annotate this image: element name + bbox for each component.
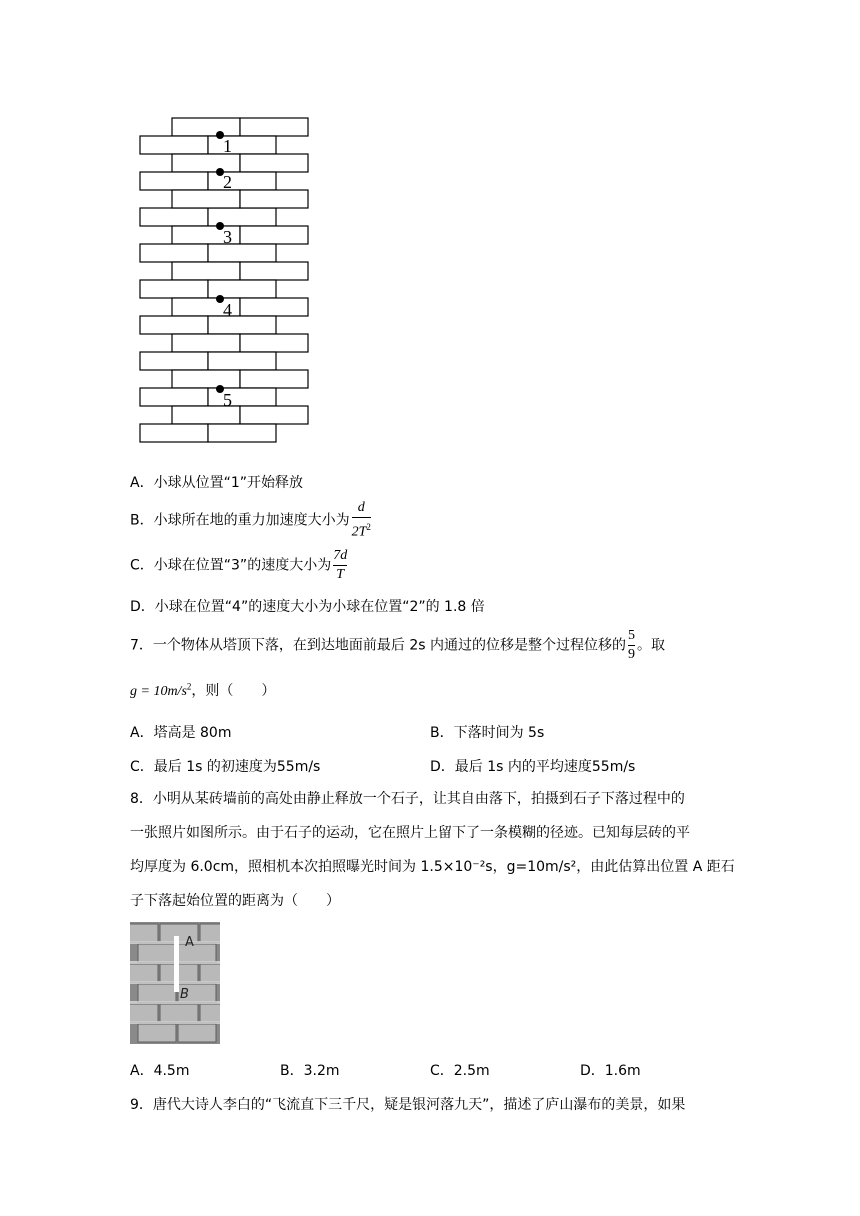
fraction-5-over-9: $\frac{5}{9}$: [628, 628, 636, 662]
q8-option-c: C．2.5m: [430, 1063, 490, 1079]
q7-stem-line2: $g = 10m/s^2$，则（ ）: [130, 681, 276, 699]
q6-option-c-text: C．小球在位置“3”的速度大小为: [130, 557, 332, 574]
fraction-d-over-2t2: $\frac{d}{2T^2}$: [351, 500, 371, 540]
photo-label-a: A: [185, 935, 194, 950]
q8-stem-line4: 子下落起始位置的距离为（ ）: [130, 893, 340, 909]
marker-label-3: 3: [223, 227, 232, 247]
q6-option-a: A．小球从位置“1”开始释放: [130, 475, 303, 491]
q7-option-b: B．下落时间为 5s: [430, 725, 545, 741]
gravity-expression: g = 10m/s: [130, 684, 187, 699]
q7-option-d: D．最后 1s 内的平均速度55m/s: [430, 759, 636, 775]
q7-option-a: A．塔高是 80m: [130, 725, 232, 741]
brick-wall-photo: [130, 922, 220, 1044]
q8-stem-line3: 均厚度为 6.0cm，照相机本次拍照曝光时间为 1.5×10⁻²s，g=10m/s²，由此估算出位置 A 距石: [130, 859, 735, 875]
q7-option-c: C．最后 1s 的初速度为55m/s: [130, 759, 321, 775]
q6-option-b: [130, 500, 373, 541]
fraction-7d-over-t: $\frac{7d}{T}$: [333, 548, 348, 582]
q8-stem-line2: 一张照片如图所示。由于石子的运动，它在照片上留下了一条模糊的径迹。已知每层砖的平: [130, 825, 690, 841]
brick-wall-figure: [130, 110, 320, 450]
q8-stem-line1: 8．小明从某砖墙前的高处由静止释放一个石子，让其自由落下，拍摄到石子下落过程中的: [130, 791, 685, 807]
photo-label-b: B: [180, 987, 189, 1002]
q8-option-d: D．1.6m: [580, 1063, 641, 1079]
q6-option-d: D．小球在位置“4”的速度大小为小球在位置“2”的 1.8 倍: [130, 599, 485, 615]
q6-option-c: [130, 548, 349, 583]
q8-option-a: A．4.5m: [130, 1063, 190, 1079]
q6-option-b-text: B．小球所在地的重力加速度大小为: [130, 512, 350, 529]
q7-stem-line1: 7．一个物体从塔顶下落，在到达地面前最后 2s 内通过的位移是整个过程位移的 $\frac{5}{9}$ 。取: [130, 628, 666, 662]
marker-label-2: 2: [223, 172, 232, 192]
q9-stem-line1: 9．唐代大诗人李白的“飞流直下三千尺，疑是银河落九天”，描述了庐山瀑布的美景，如果: [130, 1097, 686, 1113]
marker-label-5: 5: [223, 390, 232, 410]
marker-label-4: 4: [223, 300, 232, 320]
marker-label-1: 1: [223, 136, 232, 156]
q7-text: 7．一个物体从塔顶下落，在到达地面前最后 2s 内通过的位移是整个过程位移的: [130, 637, 627, 654]
q8-option-b: B．3.2m: [280, 1063, 340, 1079]
stone-trail: [174, 936, 179, 992]
